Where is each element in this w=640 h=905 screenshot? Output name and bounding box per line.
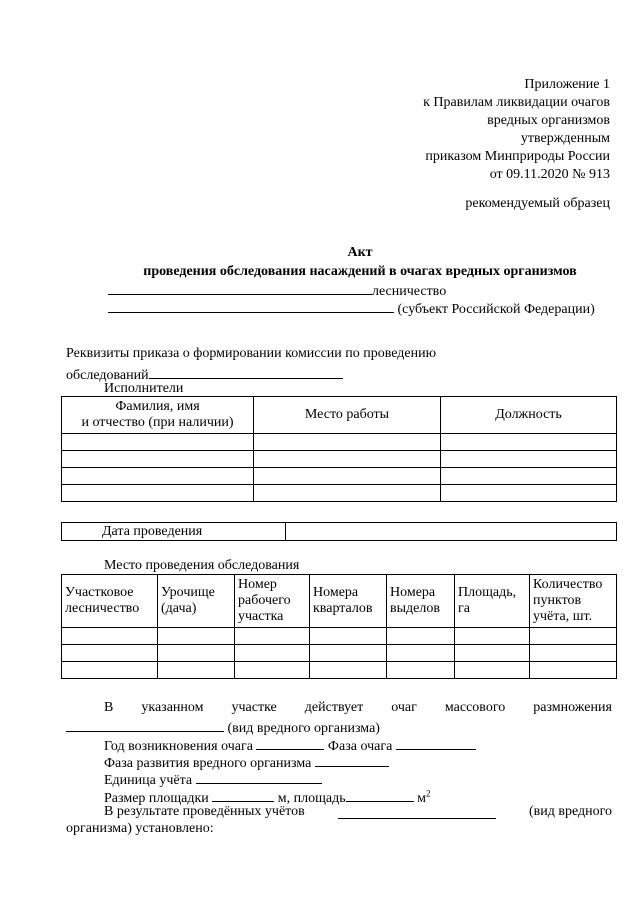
header-line-1: Приложение 1 — [524, 77, 610, 92]
year-blank[interactable] — [256, 735, 324, 750]
table-cell[interactable] — [254, 468, 441, 485]
table-header-row — [62, 397, 617, 434]
area-size-blank[interactable] — [212, 787, 274, 802]
result-blank[interactable] — [338, 804, 496, 819]
date-table — [61, 522, 617, 541]
col-name-line-2: и отчество (при наличии) — [81, 415, 234, 430]
body-word: размножения — [533, 700, 612, 715]
body-word: В — [104, 700, 114, 715]
col-text: кварталов — [313, 601, 373, 616]
table-cell[interactable] — [310, 628, 387, 645]
table-cell[interactable] — [455, 645, 530, 662]
col-text: выделов — [390, 601, 440, 616]
place-table — [61, 574, 617, 679]
executors-table — [61, 396, 617, 502]
table-cell[interactable] — [254, 434, 441, 451]
forestry-blank[interactable] — [108, 280, 372, 295]
body-word: действует — [304, 700, 364, 715]
col-text: лесничество — [65, 601, 140, 616]
table-cell[interactable] — [455, 662, 530, 679]
col-text: га — [458, 601, 470, 616]
table-cell[interactable] — [254, 451, 441, 468]
table-cell[interactable] — [530, 645, 617, 662]
col-text: Номера — [313, 585, 359, 600]
col-text: пунктов — [533, 593, 582, 608]
area-blank[interactable] — [346, 787, 414, 802]
executors-col-work: Место работы — [254, 397, 441, 434]
result-label-2: (вид вредного — [528, 804, 612, 819]
table-row — [62, 451, 617, 468]
requisites-label: обследований — [66, 368, 149, 383]
dev-label: Фаза развития вредного организма — [104, 756, 312, 771]
requisites-blank[interactable] — [149, 364, 343, 379]
pest-label: (вид вредного организма) — [227, 721, 380, 736]
body-line-7 — [104, 804, 612, 820]
table-cell[interactable] — [62, 645, 158, 662]
header-line-5: приказом Минприроды России — [425, 149, 610, 164]
col-text: Участковое — [65, 585, 134, 600]
table-cell[interactable] — [235, 645, 310, 662]
place-col-tract — [158, 575, 235, 628]
subject-label: (субъект Российской Федерации) — [397, 302, 595, 317]
col-name-line-1: Фамилия, имя — [115, 399, 200, 414]
body-line-2 — [66, 717, 380, 737]
result-label: В результате проведённых учётов — [104, 804, 305, 819]
executors-col-name — [62, 397, 254, 434]
executors-col-position: Должность — [441, 397, 617, 434]
table-cell[interactable] — [441, 451, 617, 468]
table-cell[interactable] — [441, 434, 617, 451]
table-cell[interactable] — [158, 628, 235, 645]
table-row — [62, 485, 617, 502]
phase-blank[interactable] — [396, 735, 476, 750]
col-text: Урочище — [161, 585, 215, 600]
requisites-line-1: Реквизиты приказа о формировании комиссии по проведению — [66, 346, 437, 361]
table-cell[interactable] — [254, 485, 441, 502]
col-text: Площадь, — [458, 585, 517, 600]
sample-note: рекомендуемый образец — [465, 196, 610, 211]
table-cell[interactable] — [387, 628, 455, 645]
place-label: Место проведения обследования — [104, 558, 300, 573]
place-col-area — [455, 575, 530, 628]
body-line-1 — [104, 700, 612, 716]
table-cell[interactable] — [387, 662, 455, 679]
header-line-4: утвержденным — [520, 131, 610, 146]
table-row — [62, 434, 617, 451]
col-text: Количество — [533, 577, 603, 592]
doc-subtitle: проведения обследования насаждений в очагах вредных организмов — [143, 264, 577, 279]
table-cell[interactable] — [530, 628, 617, 645]
pest-blank[interactable] — [66, 717, 224, 732]
place-col-district — [62, 575, 158, 628]
place-col-sections — [387, 575, 455, 628]
col-text: учёта, шт. — [533, 609, 593, 624]
table-cell[interactable] — [387, 645, 455, 662]
place-col-plot — [235, 575, 310, 628]
body-word: очаг — [391, 700, 417, 715]
body-line-5 — [104, 769, 322, 789]
table-cell[interactable] — [235, 662, 310, 679]
col-text: Номера — [390, 585, 436, 600]
table-row — [62, 662, 617, 679]
table-cell[interactable] — [158, 662, 235, 679]
forestry-label: лесничество — [372, 284, 447, 299]
table-cell[interactable] — [62, 662, 158, 679]
table-row — [62, 628, 617, 645]
header-line-2: к Правилам ликвидации очагов — [423, 95, 610, 110]
place-col-quarters — [310, 575, 387, 628]
date-row — [62, 523, 617, 541]
table-cell[interactable] — [441, 485, 617, 502]
area-label-2: м, площадь — [277, 791, 346, 806]
col-text: рабочего — [238, 593, 291, 608]
subject-blank[interactable] — [108, 298, 394, 313]
col-text: Номер — [238, 577, 277, 592]
table-cell[interactable] — [530, 662, 617, 679]
table-cell[interactable] — [310, 662, 387, 679]
forestry-line — [108, 280, 446, 300]
table-cell[interactable] — [62, 434, 254, 451]
doc-title: Акт — [347, 245, 373, 260]
date-label: Дата проведения — [62, 523, 286, 541]
table-cell[interactable] — [62, 451, 254, 468]
executors-label: Исполнители — [104, 381, 184, 396]
unit-label: Единица учёта — [104, 773, 193, 788]
table-cell[interactable] — [310, 645, 387, 662]
table-row — [62, 645, 617, 662]
table-cell[interactable] — [158, 645, 235, 662]
body-word: массового — [444, 700, 506, 715]
year-label: Год возникновения очага — [104, 739, 253, 754]
area-label: Размер площадки — [104, 791, 209, 806]
unit-blank[interactable] — [196, 769, 322, 784]
subject-line — [108, 298, 595, 318]
col-text: участка — [238, 609, 284, 624]
table-cell[interactable] — [441, 468, 617, 485]
body-word: указанном — [141, 700, 204, 715]
dev-blank[interactable] — [315, 752, 389, 767]
table-cell[interactable] — [62, 468, 254, 485]
table-cell[interactable] — [235, 628, 310, 645]
table-cell[interactable] — [455, 628, 530, 645]
header-line-3: вредных организмов — [487, 113, 610, 128]
table-row — [62, 468, 617, 485]
area-unit-sup: 2 — [426, 788, 431, 799]
table-cell[interactable] — [62, 628, 158, 645]
phase-label: Фаза очага — [327, 739, 393, 754]
body-word: участке — [231, 700, 277, 715]
header-line-6: от 09.11.2020 № 913 — [489, 167, 610, 182]
place-col-points — [530, 575, 617, 628]
table-header-row — [62, 575, 617, 628]
area-unit: м — [417, 791, 426, 806]
col-text: (дача) — [161, 601, 197, 616]
table-cell[interactable] — [62, 485, 254, 502]
body-line-8: организма) установлено: — [66, 821, 214, 836]
date-value-cell[interactable] — [286, 523, 617, 541]
